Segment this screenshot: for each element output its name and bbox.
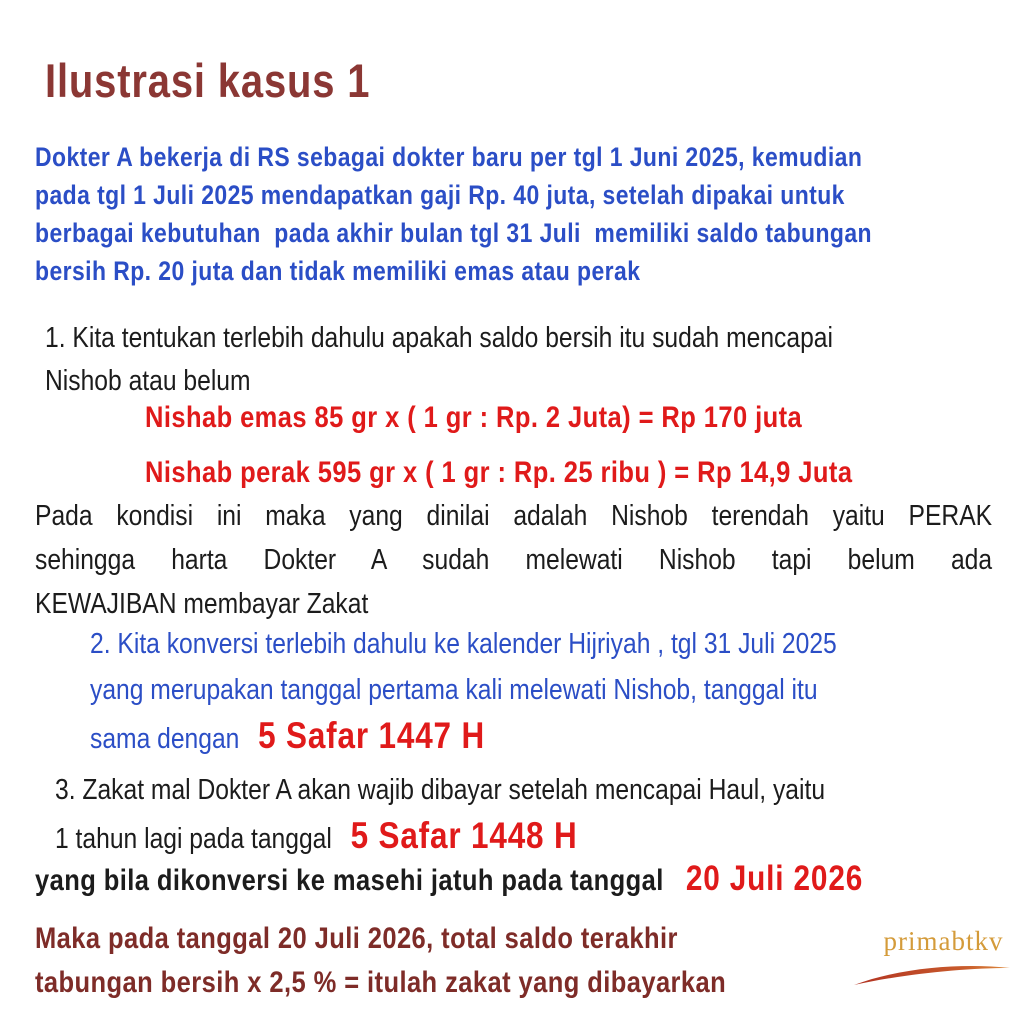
nishab-emas-formula: Nishab emas 85 gr x ( 1 gr : Rp. 2 Juta) = Rp 170 juta bbox=[145, 401, 803, 434]
step3-lead: 1 tahun lagi pada tanggal bbox=[55, 823, 332, 855]
conclusion-paragraph bbox=[35, 917, 726, 1005]
analysis-paragraph bbox=[35, 494, 992, 626]
intro-line: berbagai kebutuhan pada akhir bulan tgl 31 Juli memiliki saldo tabungan bbox=[35, 218, 872, 248]
intro-line: bersih Rp. 20 juta dan tidak memiliki emas atau perak bbox=[35, 256, 641, 286]
step3-paragraph bbox=[55, 767, 825, 862]
step2-line: 2. Kita konversi terlebih dahulu ke kalender Hijriyah , tgl 31 Juli 2025 bbox=[90, 628, 837, 660]
logo bbox=[852, 926, 1017, 1006]
logo-text: primabtkv bbox=[883, 926, 1004, 956]
step2-line: yang merupakan tanggal pertama kali melewati Nishob, tanggal itu bbox=[90, 674, 818, 706]
step2-last-line bbox=[90, 713, 837, 762]
intro-line: Dokter A bekerja di RS sebagai dokter baru per tgl 1 Juni 2025, kemudian bbox=[35, 142, 863, 172]
step3-line: 3. Zakat mal Dokter A akan wajib dibayar setelah mencapai Haul, yaitu bbox=[55, 774, 826, 806]
step1-line: 1. Kita tentukan terlebih dahulu apakah saldo bersih itu sudah mencapai bbox=[45, 322, 833, 354]
conclusion-line: Maka pada tanggal 20 Juli 2026, total saldo terakhir bbox=[35, 922, 678, 955]
conversion-line bbox=[35, 859, 863, 899]
nishab-perak-formula: Nishab perak 595 gr x ( 1 gr : Rp. 25 ribu ) = Rp 14,9 Juta bbox=[145, 456, 853, 489]
masehi-date: 20 Juli 2026 bbox=[685, 859, 864, 898]
step2-lead: sama dengan bbox=[90, 723, 240, 755]
step1-line: Nishob atau belum bbox=[45, 365, 251, 397]
analysis-line: KEWAJIBAN membayar Zakat bbox=[35, 588, 369, 620]
step3-last-line bbox=[55, 813, 825, 862]
page-title: Ilustrasi kasus 1 bbox=[45, 54, 371, 108]
conclusion-line: tabungan bersih x 2,5 % = itulah zakat yang dibayarkan bbox=[35, 966, 727, 999]
step1-paragraph bbox=[45, 317, 833, 403]
step2-paragraph bbox=[90, 621, 837, 762]
conversion-lead: yang bila dikonversi ke masehi jatuh pada tanggal bbox=[35, 864, 664, 897]
intro-paragraph bbox=[35, 138, 872, 290]
analysis-line: sehingga harta Dokter A sudah melewati Nishob tapi belum ada bbox=[35, 544, 993, 576]
intro-line: pada tgl 1 Juli 2025 mendapatkan gaji Rp. 40 juta, setelah dipakai untuk bbox=[35, 180, 845, 210]
logo-swoosh-icon bbox=[852, 959, 1012, 987]
hijri-date-1448: 5 Safar 1448 H bbox=[350, 815, 578, 856]
hijri-date-1447: 5 Safar 1447 H bbox=[258, 715, 486, 756]
analysis-line: Pada kondisi ini maka yang dinilai adalah Nishob terendah yaitu PERAK bbox=[35, 500, 993, 532]
